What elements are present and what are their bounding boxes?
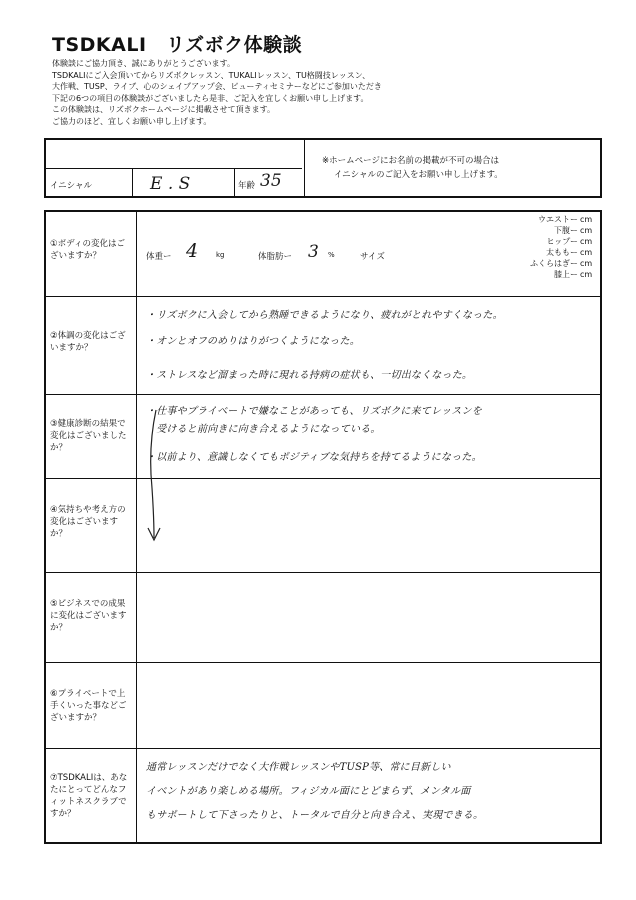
- size-unit: cm: [580, 237, 593, 246]
- answer-line[interactable]: 受けると前向きに向き合えるようになっている。: [146, 424, 381, 435]
- question-label: ⑤ビジネスでの成果に変化はございますか？: [50, 599, 127, 633]
- size-unit: cm: [580, 270, 593, 279]
- intro-line: 大作戦、TUSP、ライブ、心のシェイプアップ会、ビューティセミナーなどにご参加いただき: [52, 82, 382, 91]
- size-list: [530, 214, 594, 280]
- intro-line: 体験談にご協力頂き、誠にありがとうございます。: [52, 59, 236, 68]
- question-label: ②体調の変化はございますか？: [50, 331, 126, 353]
- answer-line[interactable]: 通常レッスンだけでなく大作戦レッスンやTUSP等、常に目新しい: [146, 762, 451, 773]
- size-name: ふくらはぎー: [530, 259, 578, 268]
- fat-unit: %: [328, 251, 335, 259]
- size-label: サイズ: [360, 252, 385, 262]
- intro-line: TSDKALIにご入会頂いてからリズボクレッスン、TUKALIレッスン、TU格闘技レッスン、: [52, 70, 371, 80]
- size-name: 下腹ー: [554, 226, 578, 235]
- answer-line[interactable]: ・以前より、意識しなくてもポジティブな気持ちを持てるようになった。: [146, 452, 482, 463]
- weight-unit: kg: [216, 251, 225, 259]
- question-label: ⑦TSDKALIは、あなたにとってどんなフィットネスクラブですか？: [50, 773, 128, 819]
- handwritten-arrow-icon: [144, 408, 168, 548]
- answer-line[interactable]: ・ストレスなど溜まった時に現れる持病の症状も、一切出なくなった。: [146, 370, 473, 381]
- size-unit: cm: [580, 226, 593, 235]
- size-name: 膝上ー: [554, 270, 578, 279]
- note-line: イニシャルのご記入をお願い申し上げます。: [334, 170, 503, 180]
- age-value[interactable]: 35: [260, 171, 282, 191]
- size-name: ヒップー: [546, 237, 578, 246]
- intro-text: [52, 58, 612, 127]
- questionnaire-table: [44, 210, 602, 844]
- size-name: ウエストー: [538, 215, 578, 224]
- weight-label: 体重ー: [146, 252, 172, 262]
- intro-line: ご協力のほど、宜しくお願い申し上げます。: [52, 116, 212, 126]
- size-name: 太ももー: [546, 248, 578, 257]
- question-label: ④気持ちや考え方の変化はございますか？: [50, 505, 126, 539]
- answer-line[interactable]: ・仕事やプライベートで嫌なことがあっても、リズボクに来てレッスンを: [146, 406, 482, 417]
- answer-line[interactable]: もサポートして下さったりと、トータルで自分と向き合え、実現できる。: [146, 810, 484, 821]
- size-unit: cm: [580, 215, 593, 224]
- initial-label: イニシャル: [50, 181, 92, 191]
- answer-line[interactable]: ・オンとオフのめりはりがつくようになった。: [146, 336, 360, 347]
- initial-value[interactable]: E . S: [150, 174, 191, 194]
- note-line: ※ホームページにお名前の掲載が不可の場合は: [322, 156, 499, 166]
- question-label: ⑥プライベートで上手くいった事などございますか？: [50, 689, 127, 723]
- header-box: [44, 138, 602, 198]
- size-unit: cm: [580, 259, 593, 268]
- intro-line: 下記の6つの項目の体験談がございましたら是非、ご記入を宜しくお願い申し上げます。: [52, 93, 369, 103]
- answer-line[interactable]: イベントがあり楽しめる場所。フィジカル面にとどまらず、メンタル面: [146, 786, 471, 797]
- question-label: ③健康診断の結果で変化はございましたか？: [50, 419, 127, 453]
- page-title: TSDKALI リズボク体験談: [52, 34, 303, 56]
- intro-line: この体験談は、リズボクホームページに掲載させて頂きます。: [52, 105, 276, 114]
- size-unit: cm: [580, 248, 593, 257]
- answer-line[interactable]: ・リズボクに入会してから熟睡できるようになり、疲れがとれやすくなった。: [146, 310, 503, 321]
- age-label: 年齢: [238, 181, 256, 191]
- fat-value[interactable]: 3: [308, 242, 319, 262]
- fat-label: 体脂肪ー: [258, 252, 293, 262]
- question-label: ①ボディの変化はございますか？: [50, 239, 125, 261]
- weight-value[interactable]: 4: [186, 240, 199, 262]
